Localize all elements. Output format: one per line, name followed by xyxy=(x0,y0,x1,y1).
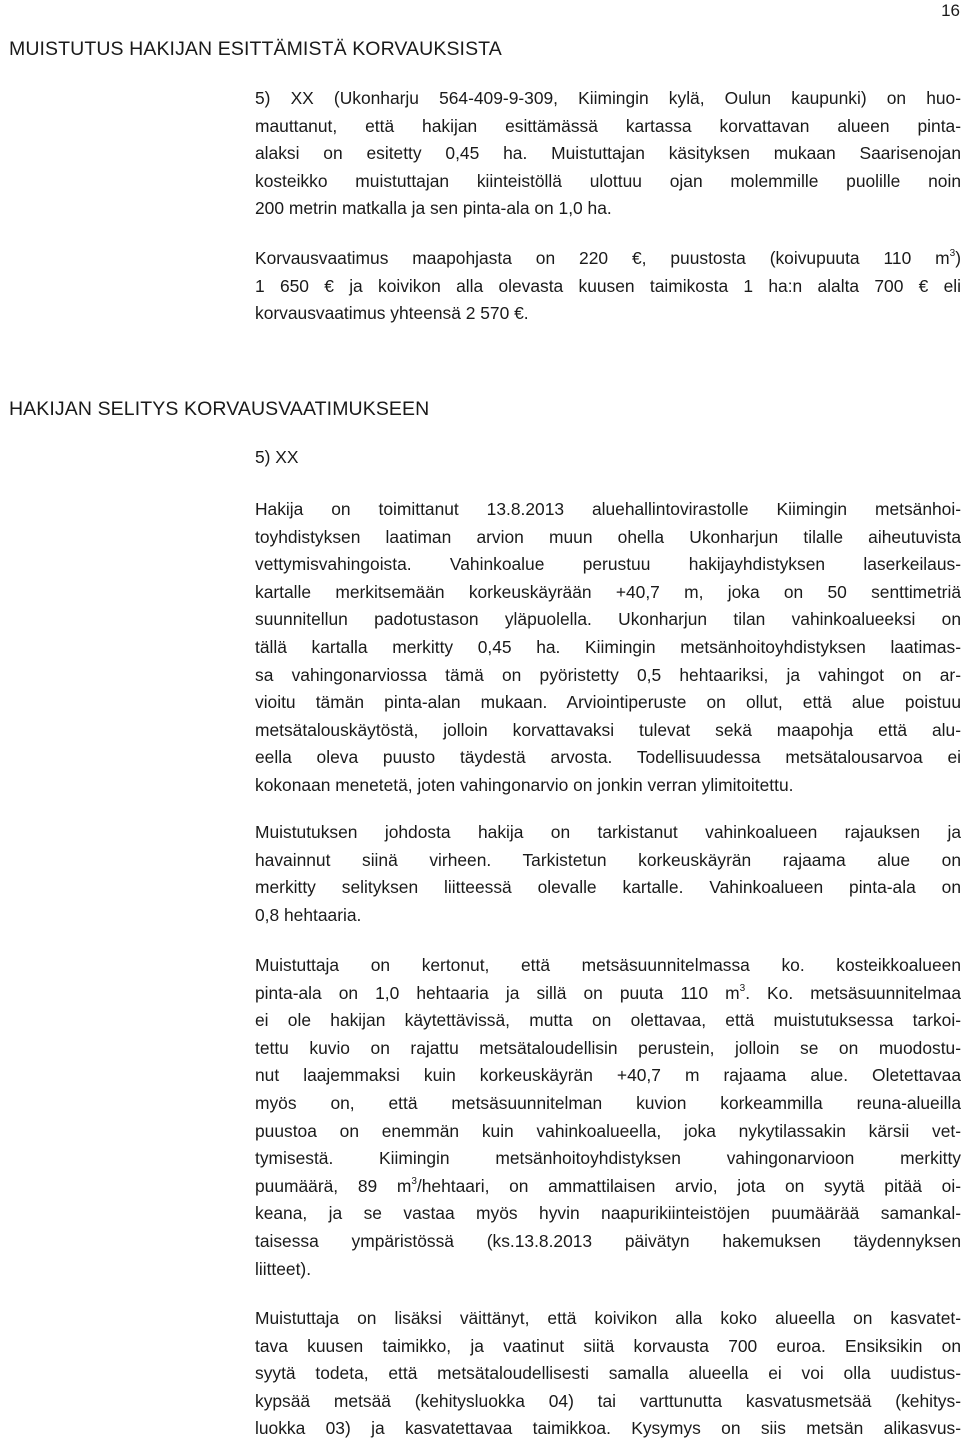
text-line: liitteet). xyxy=(255,1258,312,1279)
text-line: Hakija on toimittanut 13.8.2013 aluehallintovirastolle Kiimingin metsänhoi- xyxy=(255,499,961,519)
response-subheading xyxy=(255,444,961,472)
response-paragraph-2 xyxy=(255,819,961,929)
text-line: ei ole hakijan käytettävissä, mutta on olettavaa, että muistutuksessa tarkoi- xyxy=(255,1010,961,1031)
objection-paragraph-2 xyxy=(255,245,961,328)
text-line: kartalle merkitsemään korkeuskäyrään +40,7 m, joka on 50 senttimetriä xyxy=(255,581,961,602)
text-line: 0,8 hehtaaria. xyxy=(255,904,362,925)
text-line: alaksi on esitetty 0,45 ha. Muistuttajan käsityksen mukaan Saarisenojan xyxy=(255,143,961,164)
text-line xyxy=(255,1173,961,1201)
text-line: suunnitellun padotustason yläpuolella. Ukonharjun tilan vahinkoalueeksi on xyxy=(255,609,961,630)
text-fragment: /hehtaari, on ammattilaisen arvio, jota on syytä pitää oi- xyxy=(416,1175,961,1196)
text-line: tettu kuvio on rajattu metsätaloudellisin perustein, jolloin se on muodostu- xyxy=(255,1037,961,1058)
text-line: tymisestä. Kiimingin metsänhoitoyhdistyksen vahingonarvioon merkitty xyxy=(255,1148,961,1169)
objection-paragraph-1 xyxy=(255,85,961,223)
response-paragraph-4 xyxy=(255,1305,961,1443)
text-line xyxy=(255,980,961,1008)
text-line xyxy=(255,245,961,273)
text-fragment: . Ko. metsäsuunnitelmaa xyxy=(745,982,961,1003)
superscript: 3 xyxy=(949,248,956,260)
response-paragraph-3 xyxy=(255,952,961,1283)
text-line: vioitu tämän pinta-alan mukaan. Arviointiperuste on ollut, että alue poistuu xyxy=(255,692,961,713)
text-line: toyhdistyksen laatiman arvion muun ohella Ukonharjun tilalle aiheutuvista xyxy=(255,526,961,547)
text-line: 5) XX (Ukonharju 564-409-9-309, Kiimingin kylä, Oulun kaupunki) on huo- xyxy=(255,88,961,108)
superscript: 3 xyxy=(739,982,746,994)
text-line: nut laajemmaksi kuin korkeuskäyrän +40,7 m rajaama alue. Oletettavaa xyxy=(255,1065,961,1086)
text-line: havainnut siinä virheen. Tarkistetun korkeuskäyrän rajaama alue on xyxy=(255,849,961,870)
text-line: myös on, että metsäsuunnitelman kuvion korkeammilla reuna-alueilla xyxy=(255,1092,961,1113)
text-fragment: Korvausvaatimus maapohjasta on 220 €, puustosta (koivupuuta 110 m xyxy=(255,248,950,268)
text-line: kypsää metsää (kehitysluokka 04) tai varttunutta kasvatusmetsää (kehitys- xyxy=(255,1390,961,1411)
text-line: Muistuttaja on kertonut, että metsäsuunnitelmassa ko. kosteikkoalueen xyxy=(255,955,961,975)
text-line: luokka 03) ja kasvatettavaa taimikkoa. Kysymys on siis metsän alikasvus- xyxy=(255,1418,961,1439)
text-fragment: puumäärä, 89 m xyxy=(255,1175,412,1196)
text-line: kokonaan menetetä, joten vahingonarvio on jonkin verran ylimitoitettu. xyxy=(255,774,794,795)
section-heading-objection: MUISTUTUS HAKIJAN ESITTÄMISTÄ KORVAUKSISTA xyxy=(9,38,502,60)
text-line: tällä kartalla merkitty 0,45 ha. Kiimingin metsänhoitoyhdistyksen laatimas- xyxy=(255,636,961,657)
text-line: eella oleva puusto täydestä arvosta. Todellisuudessa metsätalousarvoa ei xyxy=(255,747,961,768)
text-line: keana, ja se vastaa myös hyvin naapurikiinteistöjen puumäärää samankal- xyxy=(255,1203,961,1224)
text-line: mauttanut, että hakijan esittämässä kartassa korvattavan alueen pinta- xyxy=(255,115,961,136)
text-line: kosteikko muistuttajan kiinteistöllä ulottuu ojan molemmille puolille noin xyxy=(255,170,961,191)
text-line: syytä todeta, että metsätaloudellisesti samalla alueella ei voi olla uudistus- xyxy=(255,1363,961,1384)
text-line: Muistuttaja on lisäksi väittänyt, että koivikon alla koko alueella on kasvatet- xyxy=(255,1308,961,1328)
text-line: merkitty selityksen liitteessä olevalle kartalle. Vahinkoalueen pinta-ala on xyxy=(255,877,961,898)
text-line: tava kuusen taimikko, ja vaatinut siitä korvausta 700 euroa. Ensiksikin on xyxy=(255,1335,961,1356)
text-line: 200 metrin matkalla ja sen pinta-ala on 1,0 ha. xyxy=(255,198,612,219)
text-line: sa vahingonarviossa tämä on pyöristetty 0,5 hehtaariksi, ja vahingot on ar- xyxy=(255,664,961,685)
subheading-text: 5) XX xyxy=(255,447,299,467)
text-fragment: ) xyxy=(955,248,961,268)
section-heading-response: HAKIJAN SELITYS KORVAUSVAATIMUKSEEN xyxy=(9,398,430,420)
text-line: puustoa on enemmän kuin vahinkoalueella, joka nykytilassakin kärsii vet- xyxy=(255,1120,961,1141)
superscript: 3 xyxy=(411,1175,417,1187)
text-line: 1 650 € ja koivikon alla olevasta kuusen taimikosta 1 ha:n alalta 700 € eli xyxy=(255,275,961,296)
text-line: vettymisvahingoista. Vahinkoalue perustuu hakijayhdistyksen laserkeilaus- xyxy=(255,554,961,575)
text-fragment: pinta-ala on 1,0 hehtaaria ja sillä on puuta 110 m xyxy=(255,982,740,1003)
text-line: taisessa ympäristössä (ks.13.8.2013 päivätyn hakemuksen täydennyksen xyxy=(255,1230,961,1251)
text-line: metsätalouskäytöstä, jolloin korvattavaksi tulevat sekä maapohja että alu- xyxy=(255,719,961,740)
text-line: korvausvaatimus yhteensä 2 570 €. xyxy=(255,303,529,324)
response-paragraph-1 xyxy=(255,496,961,800)
text-line: Muistutuksen johdosta hakija on tarkistanut vahinkoalueen rajauksen ja xyxy=(255,822,961,842)
page-number: 16 xyxy=(941,1,960,20)
